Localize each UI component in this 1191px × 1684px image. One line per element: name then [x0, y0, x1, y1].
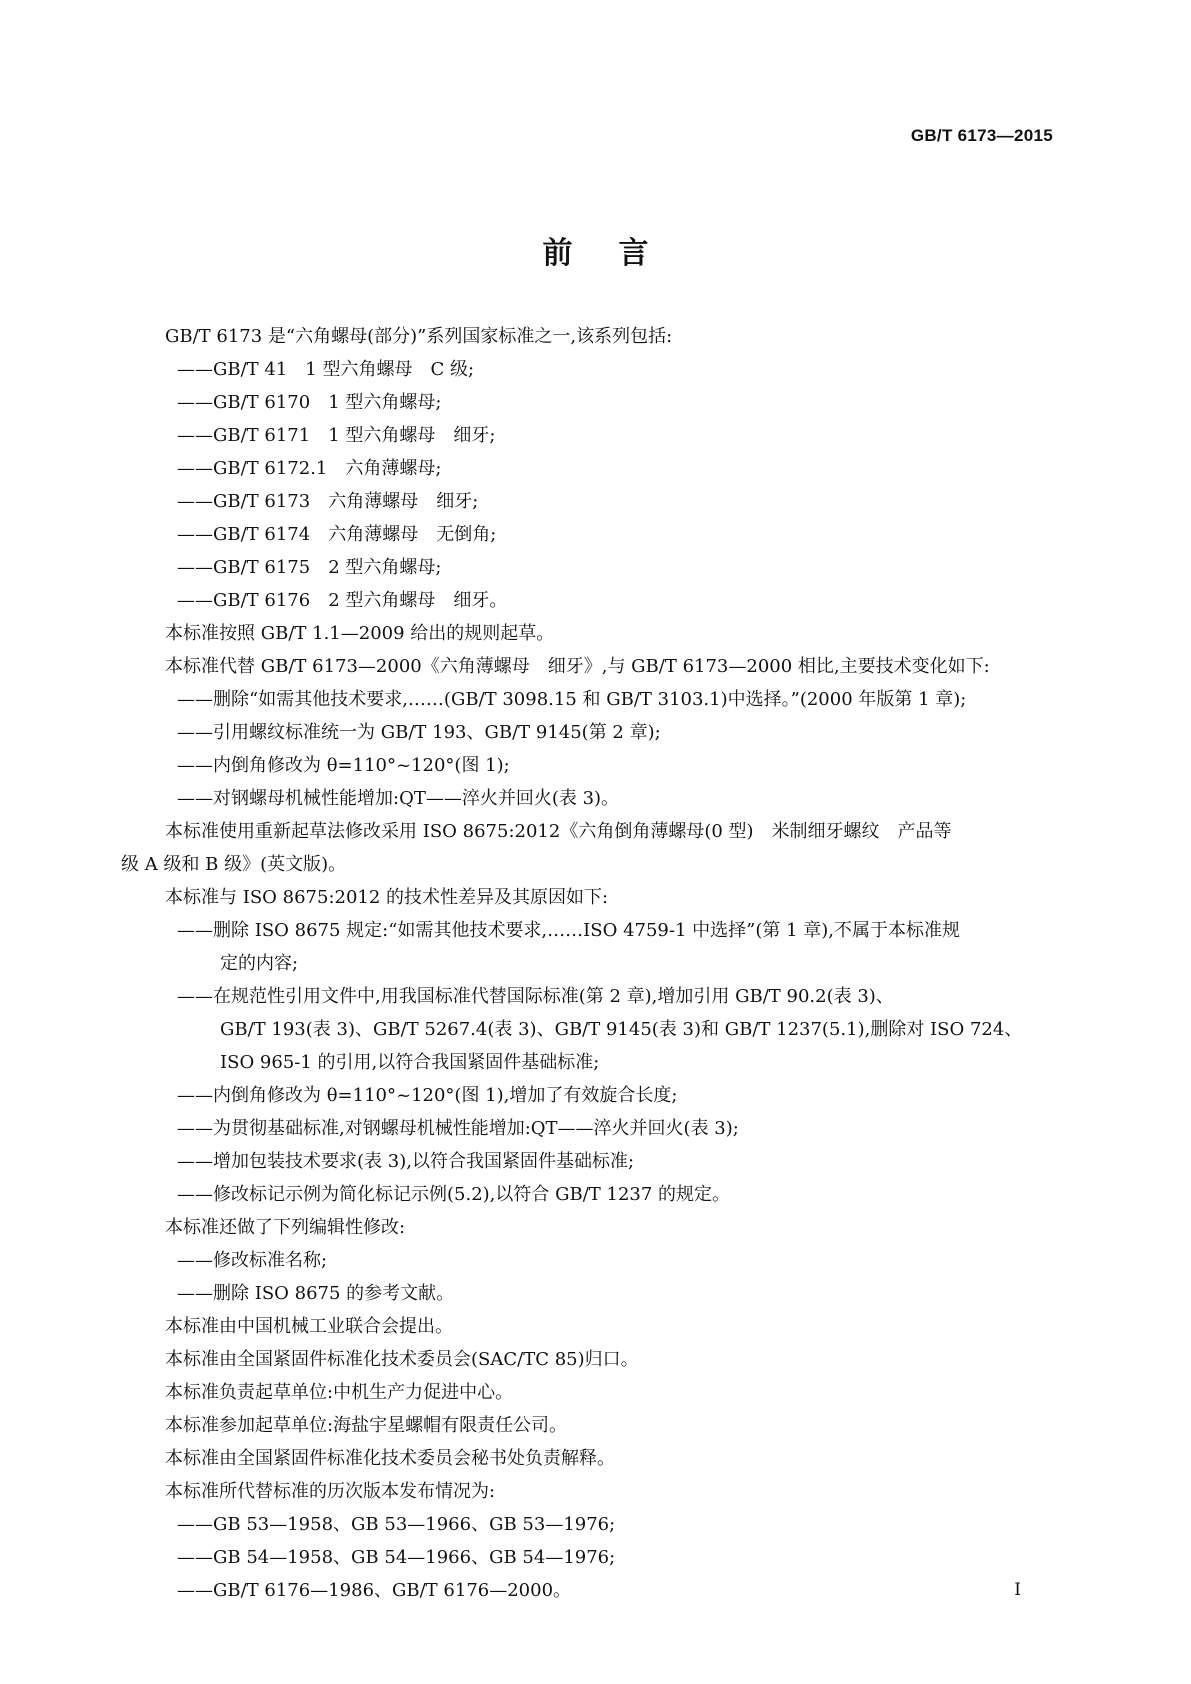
list-item: ——GB/T 6176—1986、GB/T 6176—2000。 [177, 1580, 572, 1601]
paragraph-line: 本标准所代替标准的历次版本发布情况为: [165, 1481, 496, 1502]
paragraph-line: 本标准还做了下列编辑性修改: [165, 1217, 406, 1238]
title-char-2: 言 [618, 236, 649, 271]
list-item: ——增加包装技术要求(表 3),以符合我国紧固件基础标准; [177, 1151, 635, 1172]
list-item: ——GB/T 6175 2 型六角螺母; [177, 557, 442, 578]
paragraph-line: 本标准使用重新起草法修改采用 ISO 8675:2012《六角倒角薄螺母(0 型) 米制细牙螺纹 产品等 [165, 821, 952, 842]
list-item: ——修改标准名称; [177, 1250, 328, 1271]
list-item: ——GB/T 6174 六角薄螺母 无倒角; [177, 524, 497, 545]
paragraph-line: 本标准参加起草单位:海盐宇星螺帽有限责任公司。 [165, 1415, 568, 1436]
list-item: ——GB/T 6170 1 型六角螺母; [177, 392, 442, 413]
list-item: ——内倒角修改为 θ=110°~120°(图 1); [177, 755, 510, 776]
list-item: ——修改标记示例为简化标记示例(5.2),以符合 GB/T 1237 的规定。 [177, 1184, 731, 1205]
list-item: ——内倒角修改为 θ=110°~120°(图 1),增加了有效旋合长度; [177, 1085, 678, 1106]
paragraph-line: 本标准与 ISO 8675:2012 的技术性差异及其原因如下: [165, 887, 609, 908]
list-item: ——为贯彻基础标准,对钢螺母机械性能增加:QT——淬火并回火(表 3); [177, 1118, 739, 1139]
paragraph-line: 本标准按照 GB/T 1.1—2009 给出的规则起草。 [165, 623, 555, 644]
list-item-continuation: 定的内容; [220, 953, 299, 974]
paragraph-line: 本标准由中国机械工业联合会提出。 [165, 1316, 453, 1337]
paragraph-line: GB/T 6173 是“六角螺母(部分)”系列国家标准之一,该系列包括: [165, 326, 673, 347]
paragraph-line: 本标准由全国紧固件标准化技术委员会秘书处负责解释。 [165, 1448, 615, 1469]
paragraph-line: 本标准负责起草单位:中机生产力促进中心。 [165, 1382, 514, 1403]
list-item: ——GB/T 41 1 型六角螺母 C 级; [177, 359, 475, 380]
list-item: ——GB 53—1958、GB 53—1966、GB 53—1976; [177, 1514, 616, 1535]
list-item: ——在规范性引用文件中,用我国标准代替国际标准(第 2 章),增加引用 GB/T 90.2(表 3)、 [177, 986, 894, 1007]
list-item: ——GB/T 6173 六角薄螺母 细牙; [177, 491, 479, 512]
paragraph-continuation: 级 A 级和 B 级》(英文版)。 [121, 854, 347, 875]
page-number: I [1014, 1580, 1021, 1600]
list-item: ——删除“如需其他技术要求,……(GB/T 3098.15 和 GB/T 3103.1)中选择。”(2000 年版第 1 章); [177, 689, 967, 710]
title-char-1: 前 [542, 236, 573, 271]
page-title [0, 228, 1191, 272]
list-item-continuation: ISO 965-1 的引用,以符合我国紧固件基础标准; [220, 1052, 600, 1073]
list-item-continuation: GB/T 193(表 3)、GB/T 5267.4(表 3)、GB/T 9145(表 3)和 GB/T 1237(5.1),删除对 ISO 724、 [220, 1019, 1023, 1040]
document-code: GB/T 6173—2015 [910, 126, 1053, 145]
list-item: ——删除 ISO 8675 的参考文献。 [177, 1283, 455, 1304]
paragraph-line: 本标准代替 GB/T 6173—2000《六角薄螺母 细牙》,与 GB/T 6173—2000 相比,主要技术变化如下: [165, 656, 990, 677]
list-item: ——GB/T 6171 1 型六角螺母 细牙; [177, 425, 496, 446]
list-item: ——GB 54—1958、GB 54—1966、GB 54—1976; [177, 1547, 616, 1568]
list-item: ——GB/T 6176 2 型六角螺母 细牙。 [177, 590, 508, 611]
list-item: ——引用螺纹标准统一为 GB/T 193、GB/T 9145(第 2 章); [177, 722, 661, 743]
list-item: ——GB/T 6172.1 六角薄螺母; [177, 458, 442, 479]
list-item: ——删除 ISO 8675 规定:“如需其他技术要求,……ISO 4759-1 中选择”(第 1 章),不属于本标准规 [177, 920, 961, 941]
list-item: ——对钢螺母机械性能增加:QT——淬火并回火(表 3)。 [177, 788, 620, 809]
paragraph-line: 本标准由全国紧固件标准化技术委员会(SAC/TC 85)归口。 [165, 1349, 639, 1370]
preface-body [121, 320, 1065, 1607]
